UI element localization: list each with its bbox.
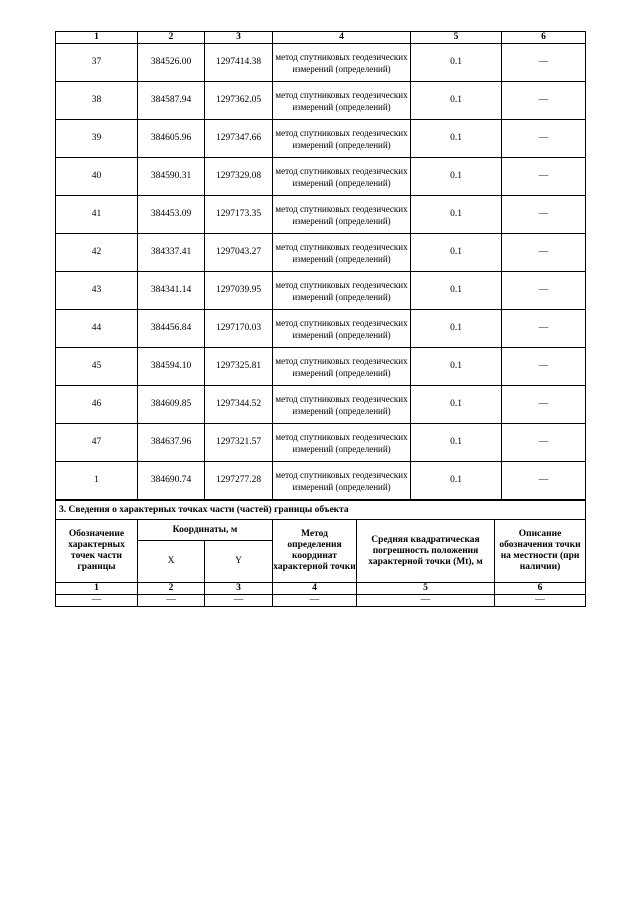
empty-cell: — (357, 595, 495, 607)
coord-x-cell: 384590.31 (138, 158, 205, 196)
accuracy-mt-cell: 0.1 (411, 82, 502, 120)
number-cell: 6 (495, 583, 586, 595)
table-row (56, 272, 586, 310)
coord-x-cell: 384587.94 (138, 82, 205, 120)
col-coords-header: Координаты, м (138, 520, 273, 541)
section-empty-row (56, 595, 586, 607)
empty-cell: — (273, 595, 357, 607)
method-cell: метод спутниковых геодезических измерений (определений) (273, 462, 411, 500)
method-cell: метод спутниковых геодезических измерений (определений) (273, 272, 411, 310)
coord-y-cell: 1297347.66 (205, 120, 273, 158)
empty-cell: — (138, 595, 205, 607)
method-cell: метод спутниковых геодезических измерений (определений) (273, 82, 411, 120)
method-cell: метод спутниковых геодезических измерений (определений) (273, 348, 411, 386)
table-row (56, 310, 586, 348)
table-row (56, 234, 586, 272)
method-cell: метод спутниковых геодезических измерений (определений) (273, 386, 411, 424)
table-row (56, 462, 586, 500)
description-cell: — (502, 196, 586, 234)
accuracy-mt-cell: 0.1 (411, 44, 502, 82)
coord-x-cell: 384594.10 (138, 348, 205, 386)
point-number-cell: 37 (56, 44, 138, 82)
accuracy-mt-cell: 0.1 (411, 272, 502, 310)
point-number-cell: 42 (56, 234, 138, 272)
description-cell: — (502, 462, 586, 500)
table-row (56, 196, 586, 234)
header-cell: 6 (502, 32, 586, 44)
accuracy-mt-cell: 0.1 (411, 196, 502, 234)
section-header-row (56, 520, 586, 541)
coord-x-cell: 384637.96 (138, 424, 205, 462)
description-cell: — (502, 82, 586, 120)
coord-y-cell: 1297170.03 (205, 310, 273, 348)
col-method-header: Метод определения координат характерной точки (273, 520, 357, 583)
table-header-row (56, 32, 586, 44)
description-cell: — (502, 424, 586, 462)
accuracy-mt-cell: 0.1 (411, 424, 502, 462)
point-number-cell: 43 (56, 272, 138, 310)
coord-x-cell: 384456.84 (138, 310, 205, 348)
coord-x-cell: 384337.41 (138, 234, 205, 272)
accuracy-mt-cell: 0.1 (411, 234, 502, 272)
table-row (56, 424, 586, 462)
empty-cell: — (56, 595, 138, 607)
coord-x-cell: 384526.00 (138, 44, 205, 82)
document-page (55, 31, 585, 607)
section-title-row (56, 501, 586, 520)
description-cell: — (502, 348, 586, 386)
point-number-cell: 46 (56, 386, 138, 424)
header-cell: 3 (205, 32, 273, 44)
coord-y-cell: 1297329.08 (205, 158, 273, 196)
accuracy-mt-cell: 0.1 (411, 348, 502, 386)
header-cell: 2 (138, 32, 205, 44)
coord-y-cell: 1297414.38 (205, 44, 273, 82)
method-cell: метод спутниковых геодезических измерений (определений) (273, 310, 411, 348)
coord-x-cell: 384690.74 (138, 462, 205, 500)
coord-x-cell: 384605.96 (138, 120, 205, 158)
table-row (56, 44, 586, 82)
coord-y-cell: 1297344.52 (205, 386, 273, 424)
table-row (56, 386, 586, 424)
boundary-part-points-table (55, 500, 586, 607)
point-number-cell: 38 (56, 82, 138, 120)
table-row (56, 158, 586, 196)
point-number-cell: 45 (56, 348, 138, 386)
col-x-header: X (138, 541, 205, 583)
method-cell: метод спутниковых геодезических измерений (определений) (273, 424, 411, 462)
point-number-cell: 44 (56, 310, 138, 348)
description-cell: — (502, 44, 586, 82)
coord-y-cell: 1297043.27 (205, 234, 273, 272)
coord-y-cell: 1297321.57 (205, 424, 273, 462)
accuracy-mt-cell: 0.1 (411, 386, 502, 424)
method-cell: метод спутниковых геодезических измерений (определений) (273, 120, 411, 158)
coord-y-cell: 1297039.95 (205, 272, 273, 310)
accuracy-mt-cell: 0.1 (411, 462, 502, 500)
coord-x-cell: 384341.14 (138, 272, 205, 310)
header-cell: 5 (411, 32, 502, 44)
description-cell: — (502, 310, 586, 348)
method-cell: метод спутниковых геодезических измерений (определений) (273, 196, 411, 234)
coord-y-cell: 1297173.35 (205, 196, 273, 234)
col-desc-header: Описание обозначения точки на местности (при наличии) (495, 520, 586, 583)
description-cell: — (502, 272, 586, 310)
header-cell: 1 (56, 32, 138, 44)
number-cell: 2 (138, 583, 205, 595)
number-cell: 5 (357, 583, 495, 595)
col-y-header: Y (205, 541, 273, 583)
point-number-cell: 40 (56, 158, 138, 196)
description-cell: — (502, 120, 586, 158)
description-cell: — (502, 158, 586, 196)
table-row (56, 82, 586, 120)
accuracy-mt-cell: 0.1 (411, 120, 502, 158)
coord-y-cell: 1297362.05 (205, 82, 273, 120)
number-cell: 1 (56, 583, 138, 595)
point-number-cell: 39 (56, 120, 138, 158)
description-cell: — (502, 386, 586, 424)
header-cell: 4 (273, 32, 411, 44)
empty-cell: — (495, 595, 586, 607)
section-number-row (56, 583, 586, 595)
method-cell: метод спутниковых геодезических измерений (определений) (273, 44, 411, 82)
table-row (56, 348, 586, 386)
table-row (56, 120, 586, 158)
coord-y-cell: 1297325.81 (205, 348, 273, 386)
coord-y-cell: 1297277.28 (205, 462, 273, 500)
method-cell: метод спутниковых геодезических измерений (определений) (273, 158, 411, 196)
accuracy-mt-cell: 0.1 (411, 158, 502, 196)
col-point-header: Обозначение характерных точек части границы (56, 520, 138, 583)
number-cell: 4 (273, 583, 357, 595)
number-cell: 3 (205, 583, 273, 595)
point-number-cell: 1 (56, 462, 138, 500)
col-mt-header: Средняя квадратическая погрешность положения характерной точки (Mt), м (357, 520, 495, 583)
coord-x-cell: 384453.09 (138, 196, 205, 234)
coord-x-cell: 384609.85 (138, 386, 205, 424)
empty-cell: — (205, 595, 273, 607)
coordinates-table (55, 31, 586, 500)
accuracy-mt-cell: 0.1 (411, 310, 502, 348)
description-cell: — (502, 234, 586, 272)
section-title: 3. Сведения о характерных точках части (частей) границы объекта (56, 501, 586, 520)
method-cell: метод спутниковых геодезических измерений (определений) (273, 234, 411, 272)
point-number-cell: 47 (56, 424, 138, 462)
point-number-cell: 41 (56, 196, 138, 234)
